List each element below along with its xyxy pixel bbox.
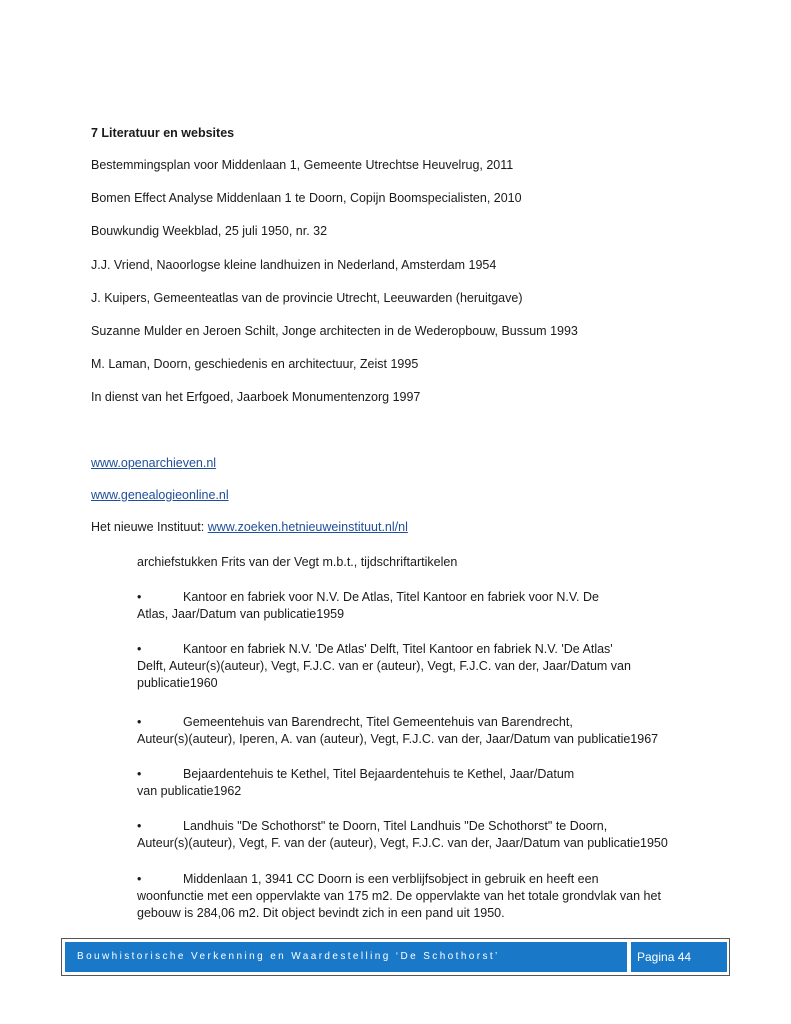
reference-item: Bomen Effect Analyse Middenlaan 1 te Doorn, Copijn Boomspecialisten, 2010	[91, 191, 522, 205]
list-item-first-line: Kantoor en fabriek N.V. 'De Atlas' Delft, Titel Kantoor en fabriek N.V. 'De Atlas'	[183, 642, 613, 656]
bullet-icon: •	[137, 872, 142, 886]
list-item-rest: woonfunctie met een oppervlakte van 175 m2. De oppervlakte van het totale grondvlak van het gebouw is 284,06 m2. Dit object bevindt zich in een pand uit 1950.	[137, 889, 661, 920]
list-item-first-line: Bejaardentehuis te Kethel, Titel Bejaardentehuis te Kethel, Jaar/Datum	[183, 767, 575, 781]
footer-title: Bouwhistorische Verkenning en Waardestelling ‘De Schothorst’	[65, 942, 627, 972]
list-item	[137, 641, 682, 692]
list-item-rest: Auteur(s)(auteur), Vegt, F. van der (auteur), Vegt, F.J.C. van der, Jaar/Datum van publicatie1950	[137, 836, 668, 850]
page-footer	[61, 938, 730, 976]
list-item-rest: Auteur(s)(auteur), Iperen, A. van (auteur), Vegt, F.J.C. van der, Jaar/Datum van publicatie1967	[137, 732, 659, 746]
bullet-icon: •	[137, 590, 142, 604]
reference-item: Bestemmingsplan voor Middenlaan 1, Gemeente Utrechtse Heuvelrug, 2011	[91, 158, 514, 172]
footer-inner	[65, 942, 726, 972]
list-item	[137, 871, 682, 922]
website-link-genealogieonline[interactable]: www.genealogieonline.nl	[91, 488, 229, 502]
reference-item: M. Laman, Doorn, geschiedenis en architectuur, Zeist 1995	[91, 357, 419, 371]
list-item-rest: van publicatie1962	[137, 784, 242, 798]
list-item-first-line: Middenlaan 1, 3941 CC Doorn is een verblijfsobject in gebruik en heeft een	[183, 872, 599, 886]
bullet-icon: •	[137, 642, 142, 656]
bullet-icon: •	[137, 819, 142, 833]
list-item	[137, 714, 682, 748]
website-link-hetnieuweinstituut[interactable]: www.zoeken.hetnieuweinstituut.nl/nl	[207, 520, 408, 534]
bullet-icon: •	[137, 715, 142, 729]
institute-label: Het nieuwe Instituut:	[91, 520, 208, 534]
archive-intro: archiefstukken Frits van der Vegt m.b.t., tijdschriftartikelen	[137, 555, 458, 569]
institute-line	[91, 520, 408, 534]
bullet-icon: •	[137, 767, 142, 781]
reference-item: Suzanne Mulder en Jeroen Schilt, Jonge architecten in de Wederopbouw, Bussum 1993	[91, 324, 578, 338]
list-item-rest: Delft, Auteur(s)(auteur), Vegt, F.J.C. van er (auteur), Vegt, F.J.C. van der, Jaar/Datum van publicatie1960	[137, 659, 631, 690]
list-item	[137, 818, 682, 852]
section-heading: 7 Literatuur en websites	[91, 126, 235, 140]
list-item	[137, 589, 682, 623]
list-item-rest: Atlas, Jaar/Datum van publicatie1959	[137, 607, 345, 621]
list-item-first-line: Landhuis "De Schothorst" te Doorn, Titel Landhuis "De Schothorst" te Doorn,	[183, 819, 608, 833]
website-link-openarchieven[interactable]: www.openarchieven.nl	[91, 456, 217, 470]
page-number: Pagina 44	[631, 942, 727, 972]
reference-item: In dienst van het Erfgoed, Jaarboek Monumentenzorg 1997	[91, 390, 421, 404]
list-item-first-line: Gemeentehuis van Barendrecht, Titel Gemeentehuis van Barendrecht,	[183, 715, 573, 729]
list-item-first-line: Kantoor en fabriek voor N.V. De Atlas, Titel Kantoor en fabriek voor N.V. De	[183, 590, 599, 604]
reference-item: Bouwkundig Weekblad, 25 juli 1950, nr. 32	[91, 224, 328, 238]
reference-item: J.J. Vriend, Naoorlogse kleine landhuizen in Nederland, Amsterdam 1954	[91, 258, 497, 272]
list-item	[137, 766, 682, 800]
reference-item: J. Kuipers, Gemeenteatlas van de provincie Utrecht, Leeuwarden (heruitgave)	[91, 291, 523, 305]
